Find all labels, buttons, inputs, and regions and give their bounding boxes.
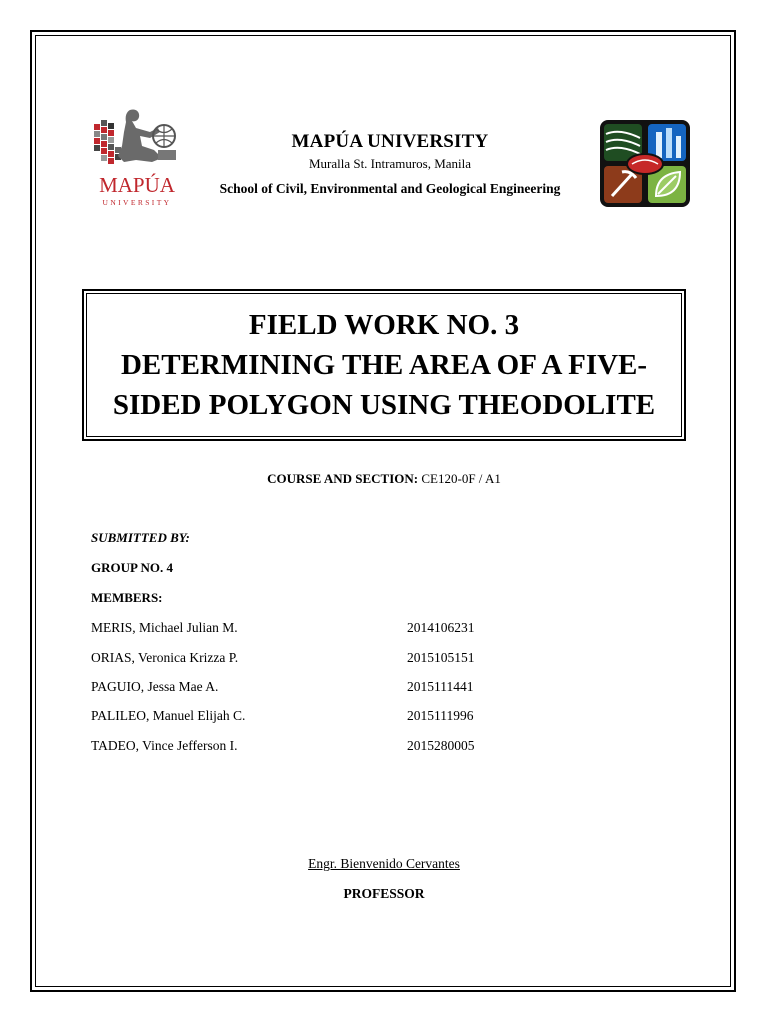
member-row xyxy=(91,679,591,697)
member-row xyxy=(91,708,591,726)
course-value: CE120-0F / A1 xyxy=(421,471,501,486)
member-student-number: 2015280005 xyxy=(407,738,475,753)
member-row xyxy=(91,738,591,756)
member-student-number: 2014106231 xyxy=(407,620,475,635)
title-box xyxy=(86,293,682,437)
member-student-number: 2015111441 xyxy=(407,679,474,694)
member-student-number: 2015111996 xyxy=(407,708,474,723)
title-line-3: SIDED POLYGON USING THEODOLITE xyxy=(112,389,656,421)
university-address: Muralla St. Intramuros, Manila xyxy=(308,156,472,171)
group-number: GROUP NO. 4 xyxy=(91,560,173,575)
mapua-university-logo xyxy=(92,106,182,210)
submitted-by-label: SUBMITTED BY: xyxy=(91,530,190,545)
member-student-number: 2015105151 xyxy=(407,650,475,665)
professor-name-text: Engr. Bienvenido Cervantes xyxy=(308,856,460,871)
title-line-1: FIELD WORK NO. 3 xyxy=(248,309,520,341)
logo-left-wordmark: MAPÚA xyxy=(99,173,175,197)
course-section xyxy=(90,471,678,487)
professor-name xyxy=(184,856,584,872)
member-name: PALILEO, Manuel Elijah C. xyxy=(91,708,246,723)
member-name: PAGUIO, Jessa Mae A. xyxy=(91,679,219,694)
title-line-2: DETERMINING THE AREA OF A FIVE- xyxy=(120,349,648,381)
members-label: MEMBERS: xyxy=(91,590,163,605)
member-row xyxy=(91,620,591,638)
school-name: School of Civil, Environmental and Geological Engineering xyxy=(219,181,561,196)
member-name: MERIS, Michael Julian M. xyxy=(91,620,238,635)
professor-title: PROFESSOR xyxy=(343,886,425,901)
logo-left-subwordmark: UNIVERSITY xyxy=(102,198,172,207)
course-label: COURSE AND SECTION: xyxy=(267,471,419,486)
university-name: MAPÚA UNIVERSITY xyxy=(291,131,489,152)
mosaic-pattern xyxy=(94,120,121,164)
member-name: ORIAS, Veronica Krizza P. xyxy=(91,650,239,665)
member-name: TADEO, Vince Jefferson I. xyxy=(91,738,238,753)
member-row xyxy=(91,650,591,668)
school-seal-logo xyxy=(600,120,690,207)
